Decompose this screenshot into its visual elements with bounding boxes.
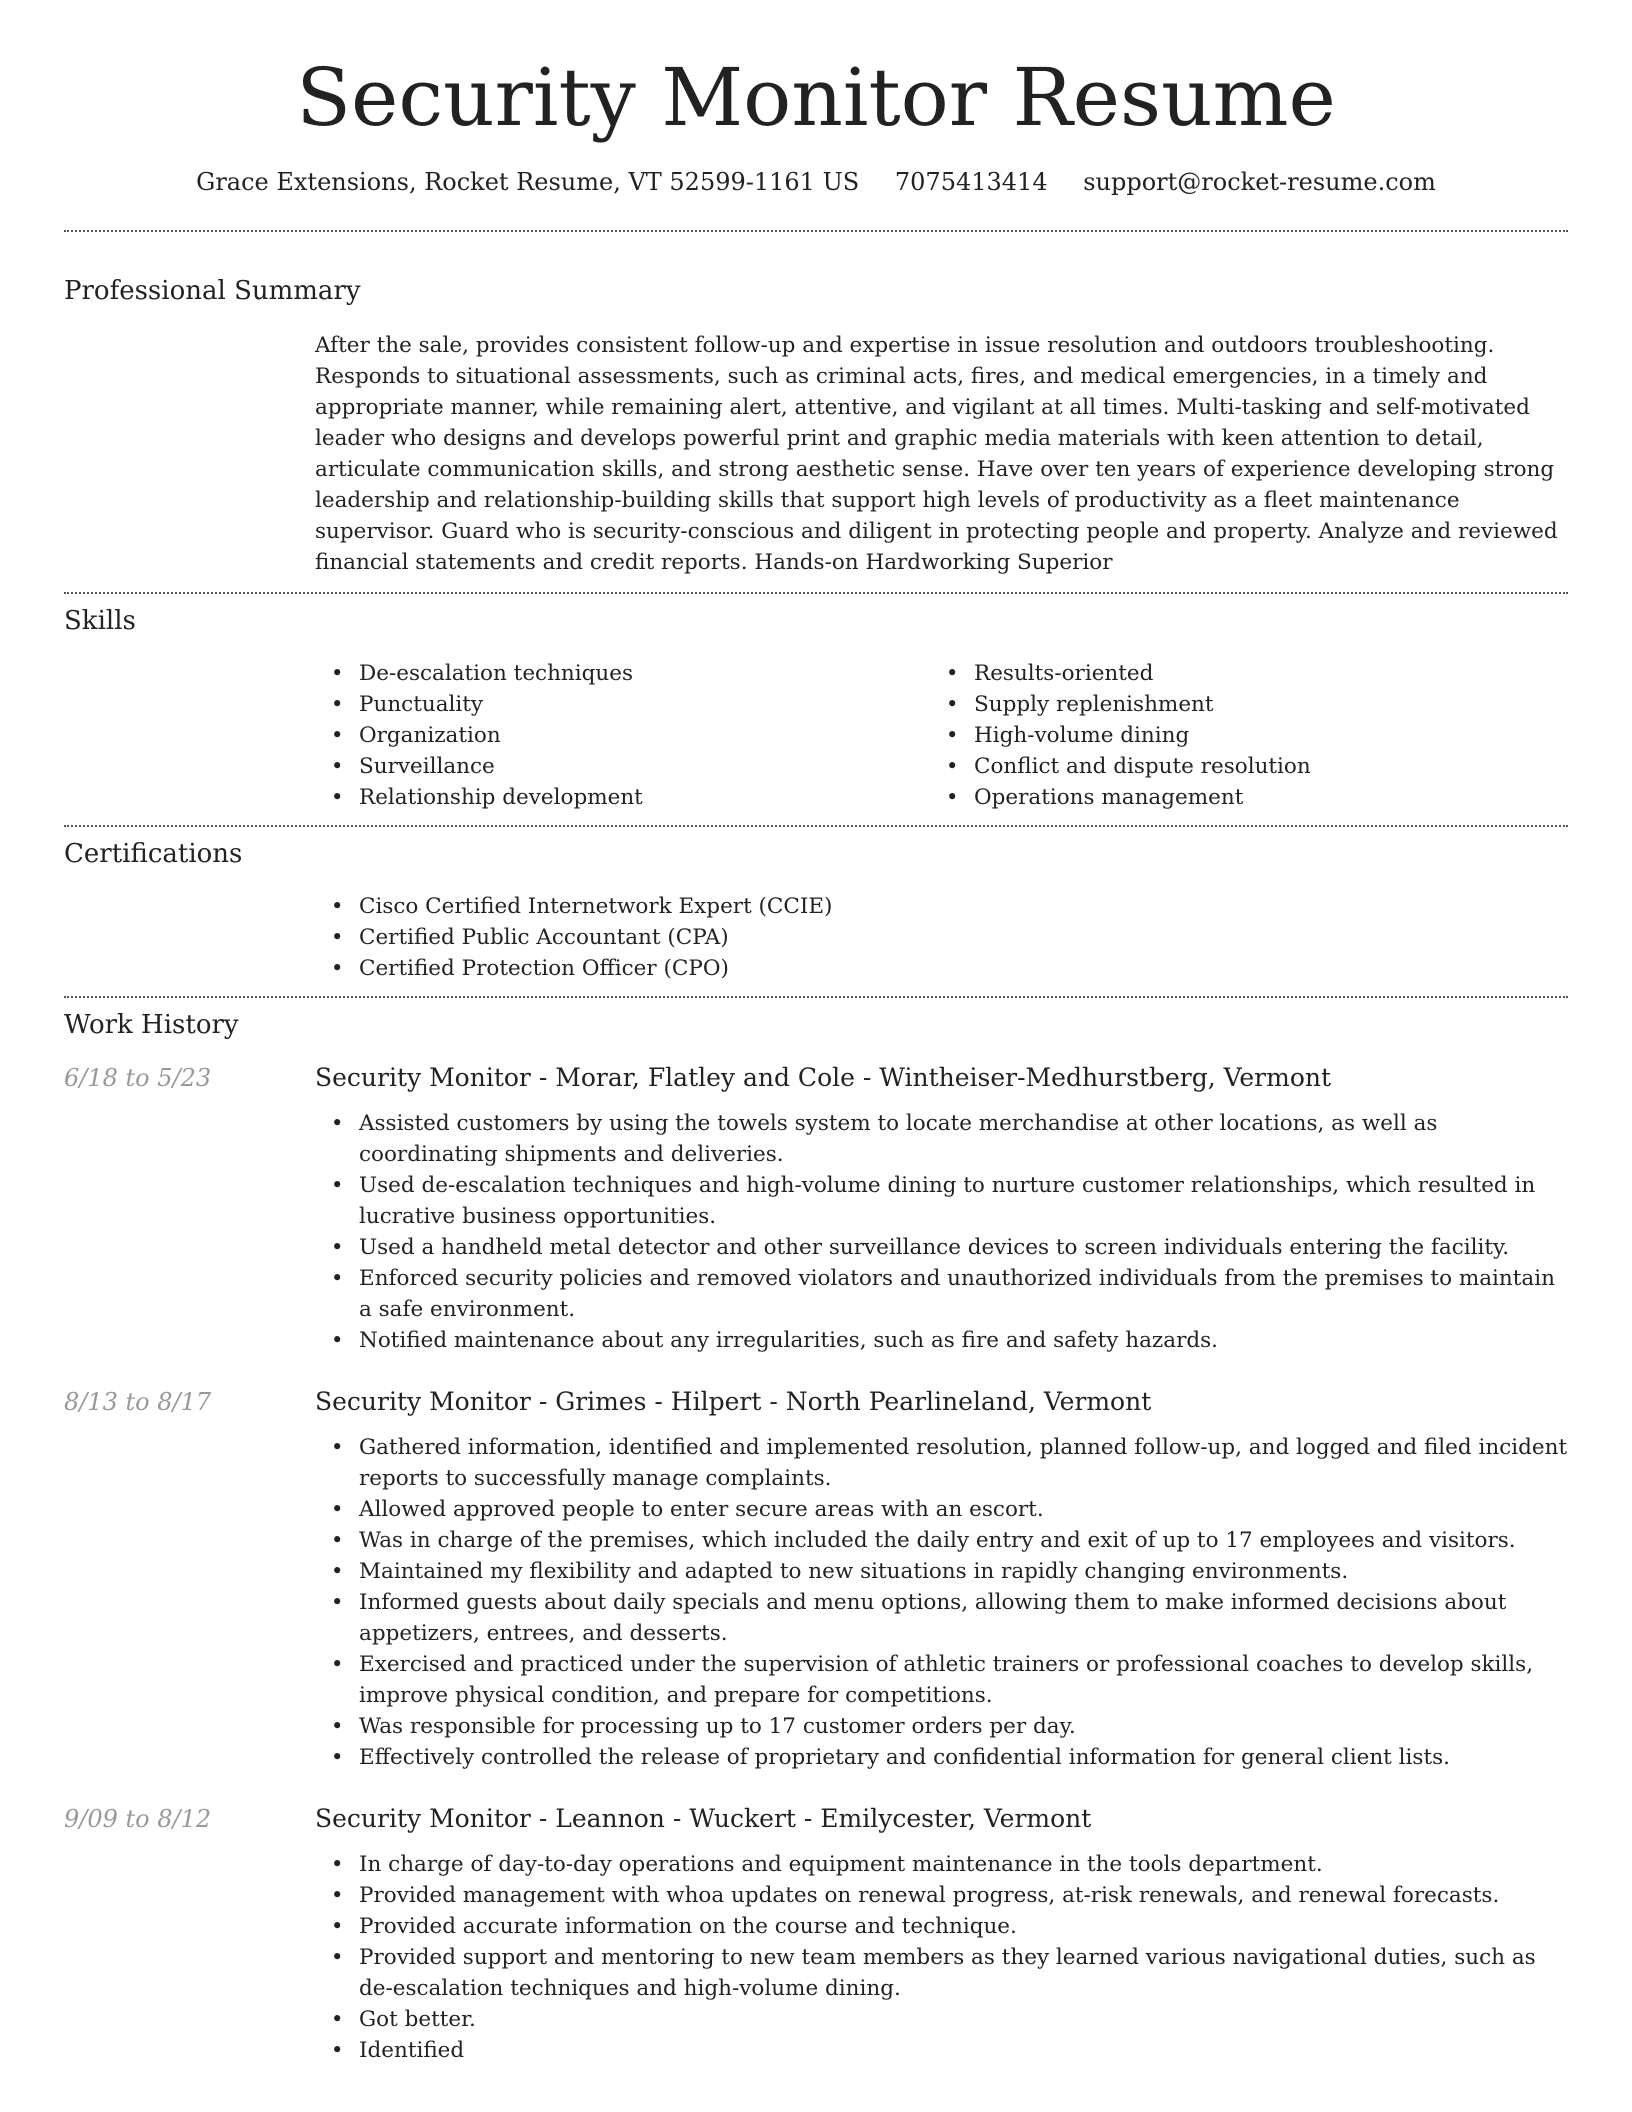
skill-item: • Relationship development bbox=[315, 782, 930, 813]
job-bullet: • Was in charge of the premises, which included the daily entry and exit of up to 17 employees and visitors. bbox=[315, 1525, 1568, 1556]
job-entry bbox=[64, 1062, 1568, 1356]
job-bullet: • Allowed approved people to enter secure areas with an escort. bbox=[315, 1494, 1568, 1525]
divider bbox=[64, 592, 1568, 594]
skill-item: • Operations management bbox=[930, 782, 1545, 813]
job-details bbox=[315, 1386, 1568, 1773]
certifications-list bbox=[315, 891, 1568, 984]
skills-list-right bbox=[930, 658, 1545, 813]
divider bbox=[64, 825, 1568, 827]
skill-item: • Punctuality bbox=[315, 689, 930, 720]
job-bullet: • Exercised and practiced under the supervision of athletic trainers or professional coaches to develop skills, improve physical condition, and prepare for competitions. bbox=[315, 1649, 1568, 1711]
job-details bbox=[315, 1803, 1568, 2066]
skill-item: • Organization bbox=[315, 720, 930, 751]
job-entry bbox=[64, 1386, 1568, 1773]
certification-item: • Certified Public Accountant (CPA) bbox=[315, 922, 1568, 953]
job-title: Security Monitor - Morar, Flatley and Cole - Wintheiser-Medhurstberg, Vermont bbox=[315, 1063, 1332, 1092]
skills-columns bbox=[315, 658, 1568, 813]
job-bullet-list bbox=[315, 1849, 1568, 2066]
job-bullet: • Used a handheld metal detector and other surveillance devices to screen individuals entering the facility. bbox=[315, 1232, 1568, 1263]
contact-address: Grace Extensions, Rocket Resume, VT 52599-1161 US bbox=[196, 168, 860, 196]
job-bullet: • Provided management with whoa updates on renewal progress, at-risk renewals, and renewal forecasts. bbox=[315, 1880, 1568, 1911]
job-title: Security Monitor - Grimes - Hilpert - North Pearlineland, Vermont bbox=[315, 1387, 1152, 1416]
job-dates: 9/09 to 8/12 bbox=[64, 1805, 212, 1833]
job-bullet: • Informed guests about daily specials and menu options, allowing them to make informed decisions about appetizers, entrees, and desserts. bbox=[315, 1587, 1568, 1649]
skill-item: • High-volume dining bbox=[930, 720, 1545, 751]
job-bullet: • Got better. bbox=[315, 2004, 1568, 2035]
job-bullet: • Maintained my flexibility and adapted to new situations in rapidly changing environments. bbox=[315, 1556, 1568, 1587]
job-bullet: • Was responsible for processing up to 17 customer orders per day. bbox=[315, 1711, 1568, 1742]
certification-item: • Cisco Certified Internetwork Expert (CCIE) bbox=[315, 891, 1568, 922]
divider bbox=[64, 230, 1568, 232]
job-bullet: • Assisted customers by using the towels system to locate merchandise at other locations, as well as coordinating shipments and deliveries. bbox=[315, 1108, 1568, 1170]
job-bullet: • In charge of day-to-day operations and equipment maintenance in the tools department. bbox=[315, 1849, 1568, 1880]
section-heading-work-history: Work History bbox=[64, 1010, 239, 1040]
section-heading-skills: Skills bbox=[64, 606, 136, 636]
job-bullet: • Effectively controlled the release of proprietary and confidential information for general client lists. bbox=[315, 1742, 1568, 1773]
skill-item: • De-escalation techniques bbox=[315, 658, 930, 689]
summary-text: After the sale, provides consistent follow-up and expertise in issue resolution and outdoors troubleshooting. Responds to situational assessments, such as criminal acts, fires, and medical emergencies, in a timely and appropriate manner, while remaining alert, attentive, and vigilant at all times. Multi-tasking and self-motivated leader who designs and develops powerful print and graphic media materials with keen attention to detail, articulate communication skills, and strong aesthetic sense. Have over ten years of experience developing strong leadership and relationship-building skills that support high levels of productivity as a fleet maintenance supervisor. Guard who is security-conscious and diligent in protecting people and property. Analyze and reviewed financial statements and credit reports. Hands-on Hardworking Superior bbox=[315, 333, 1558, 575]
job-bullet: • Provided accurate information on the course and technique. bbox=[315, 1911, 1568, 1942]
skill-item: • Surveillance bbox=[315, 751, 930, 782]
skills-list-left bbox=[315, 658, 930, 813]
section-heading-summary: Professional Summary bbox=[64, 276, 361, 306]
job-bullet: • Provided support and mentoring to new team members as they learned various navigational duties, such as de-escalation techniques and high-volume dining. bbox=[315, 1942, 1568, 2004]
job-details bbox=[315, 1062, 1568, 1356]
job-dates: 8/13 to 8/17 bbox=[64, 1388, 212, 1416]
divider bbox=[64, 996, 1568, 998]
job-bullet-list bbox=[315, 1432, 1568, 1773]
resume-title: Security Monitor Resume bbox=[296, 51, 1336, 144]
job-bullet-list bbox=[315, 1108, 1568, 1356]
job-title: Security Monitor - Leannon - Wuckert - Emilycester, Vermont bbox=[315, 1804, 1092, 1833]
job-bullet: • Identified bbox=[315, 2035, 1568, 2066]
job-bullet: • Gathered information, identified and implemented resolution, planned follow-up, and logged and filed incident reports to successfully manage complaints. bbox=[315, 1432, 1568, 1494]
contact-phone: 7075413414 bbox=[894, 168, 1048, 196]
contact-email[interactable]: support@rocket-resume.com bbox=[1083, 168, 1436, 196]
contact-line bbox=[64, 168, 1568, 196]
job-bullet: • Enforced security policies and removed violators and unauthorized individuals from the premises to maintain a safe environment. bbox=[315, 1263, 1568, 1325]
job-bullet: • Used de-escalation techniques and high-volume dining to nurture customer relationships, which resulted in lucrative business opportunities. bbox=[315, 1170, 1568, 1232]
certification-item: • Certified Protection Officer (CPO) bbox=[315, 953, 1568, 984]
skill-item: • Conflict and dispute resolution bbox=[930, 751, 1545, 782]
job-entry bbox=[64, 1803, 1568, 2066]
skill-item: • Results-oriented bbox=[930, 658, 1545, 689]
job-dates: 6/18 to 5/23 bbox=[64, 1064, 212, 1092]
section-heading-certifications: Certifications bbox=[64, 839, 243, 869]
skill-item: • Supply replenishment bbox=[930, 689, 1545, 720]
job-bullet: • Notified maintenance about any irregularities, such as fire and safety hazards. bbox=[315, 1325, 1568, 1356]
